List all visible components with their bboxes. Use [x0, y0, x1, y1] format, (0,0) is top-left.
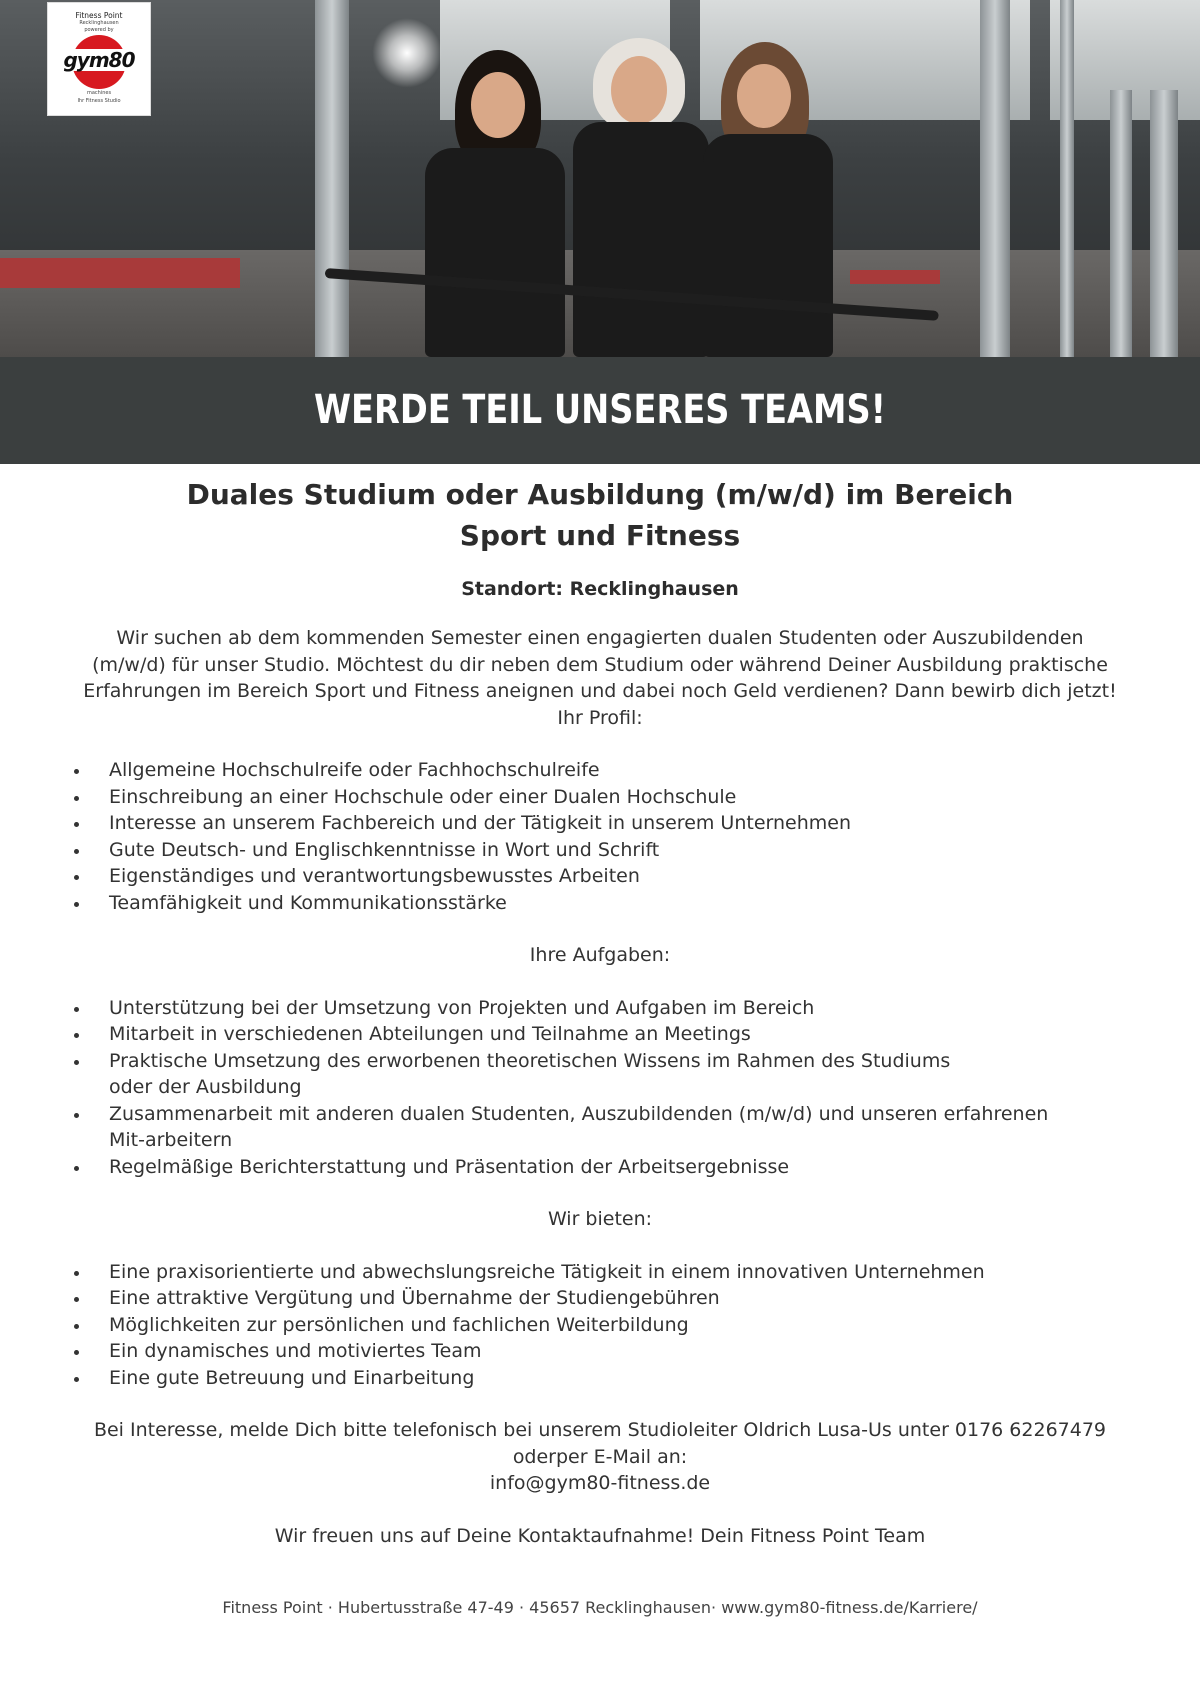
offer-heading: Wir bieten:	[547, 1208, 653, 1230]
list-item: Eine gute Betreuung und Einarbeitung	[0, 1365, 1200, 1392]
logo-line: Recklinghausen	[79, 20, 119, 26]
list-item: Eine attraktive Vergütung und Übernahme der Studiengebühren	[0, 1285, 1200, 1312]
contact-email-link[interactable]: info@gym80-fitness.de	[489, 1472, 711, 1494]
list-item: Zusammenarbeit mit anderen dualen Studenten, Auszubildenden (m/w/d) und unseren erfahrenen Mit-arbeitern	[0, 1101, 1200, 1154]
logo-line: machines	[86, 90, 112, 96]
machine-post	[1110, 90, 1132, 357]
list-item: Gute Deutsch- und Englischkenntnisse in Wort und Schrift	[0, 837, 1200, 864]
offer-list	[0, 1259, 1200, 1392]
list-item: Regelmäßige Berichterstattung und Präsentation der Arbeitsergebnisse	[0, 1154, 1200, 1181]
intro-line: Wir suchen ab dem kommenden Semester einen engagierten dualen Studenten oder Auszubildenden	[116, 627, 1084, 649]
closing-text: Wir freuen uns auf Deine Kontaktaufnahme! Dein Fitness Point Team	[274, 1524, 926, 1547]
job-intro	[66, 625, 1134, 731]
list-item: Praktische Umsetzung des erworbenen theoretischen Wissens im Rahmen des Studiums oder der Ausbildung	[0, 1048, 1200, 1101]
machine-post	[315, 0, 349, 357]
hero-photo	[0, 0, 1200, 357]
list-item: Einschreibung an einer Hochschule oder einer Dualen Hochschule	[0, 784, 1200, 811]
list-item: Teamfähigkeit und Kommunikationsstärke	[0, 890, 1200, 917]
list-item: Eigenständiges und verantwortungsbewusstes Arbeiten	[0, 863, 1200, 890]
logo-line: Fitness Point	[75, 11, 123, 20]
contact-block	[0, 1417, 1200, 1497]
machine-post	[980, 0, 1010, 357]
banner-heading: WERDE TEIL UNSERES TEAMS!	[313, 387, 887, 433]
job-location: Standort: Recklinghausen	[461, 578, 739, 600]
job-title-line: Duales Studium oder Ausbildung (m/w/d) im Bereich	[186, 478, 1014, 511]
trainer-figure	[405, 50, 575, 357]
profile-heading: Ihr Profil:	[557, 706, 643, 729]
footer-address: Fitness Point · Hubertusstraße 47-49 · 45657 Recklinghausen· www.gym80-fitness.de/Karriere/	[222, 1598, 978, 1617]
logo-brand: gym80	[60, 49, 138, 71]
red-bench	[850, 270, 940, 284]
list-item: Unterstützung bei der Umsetzung von Projekten und Aufgaben im Bereich	[0, 995, 1200, 1022]
job-title	[0, 474, 1200, 556]
tasks-heading: Ihre Aufgaben:	[529, 944, 671, 966]
company-logo	[48, 3, 150, 115]
profile-list	[0, 757, 1200, 916]
header-banner	[0, 357, 1200, 464]
list-item: Interesse an unserem Fachbereich und der Tätigkeit in unserem Unternehmen	[0, 810, 1200, 837]
contact-text: Bei Interesse, melde Dich bitte telefonisch bei unserem Studioleiter Oldrich Lusa-Us unter 0176 62267479	[93, 1419, 1107, 1441]
list-item: Möglichkeiten zur persönlichen und fachlichen Weiterbildung	[0, 1312, 1200, 1339]
gym80-logo-icon	[63, 35, 135, 89]
intro-line: Erfahrungen im Bereich Sport und Fitness aneignen und dabei noch Geld verdienen? Dann bewirb dich jetzt!	[83, 680, 1117, 702]
contact-text: oderper E-Mail an:	[512, 1445, 688, 1468]
logo-line: powered by	[84, 27, 114, 33]
job-posting	[0, 464, 1200, 1549]
tasks-list	[0, 995, 1200, 1181]
machine-post	[1060, 0, 1074, 357]
list-item: Allgemeine Hochschulreife oder Fachhochschulreife	[0, 757, 1200, 784]
intro-line: (m/w/d) für unser Studio. Möchtest du dir neben dem Studium oder während Deiner Ausbildung praktische	[92, 653, 1108, 676]
logo-line: Ihr Fitness Studio	[77, 98, 121, 104]
list-item: Ein dynamisches und motiviertes Team	[0, 1338, 1200, 1365]
machine-post	[1150, 90, 1178, 357]
job-title-line: Sport und Fitness	[459, 519, 741, 552]
red-mat	[0, 258, 240, 288]
list-item: Mitarbeit in verschiedenen Abteilungen und Teilnahme an Meetings	[0, 1021, 1200, 1048]
list-item: Eine praxisorientierte und abwechslungsreiche Tätigkeit in einem innovativen Unternehmen	[0, 1259, 1200, 1286]
